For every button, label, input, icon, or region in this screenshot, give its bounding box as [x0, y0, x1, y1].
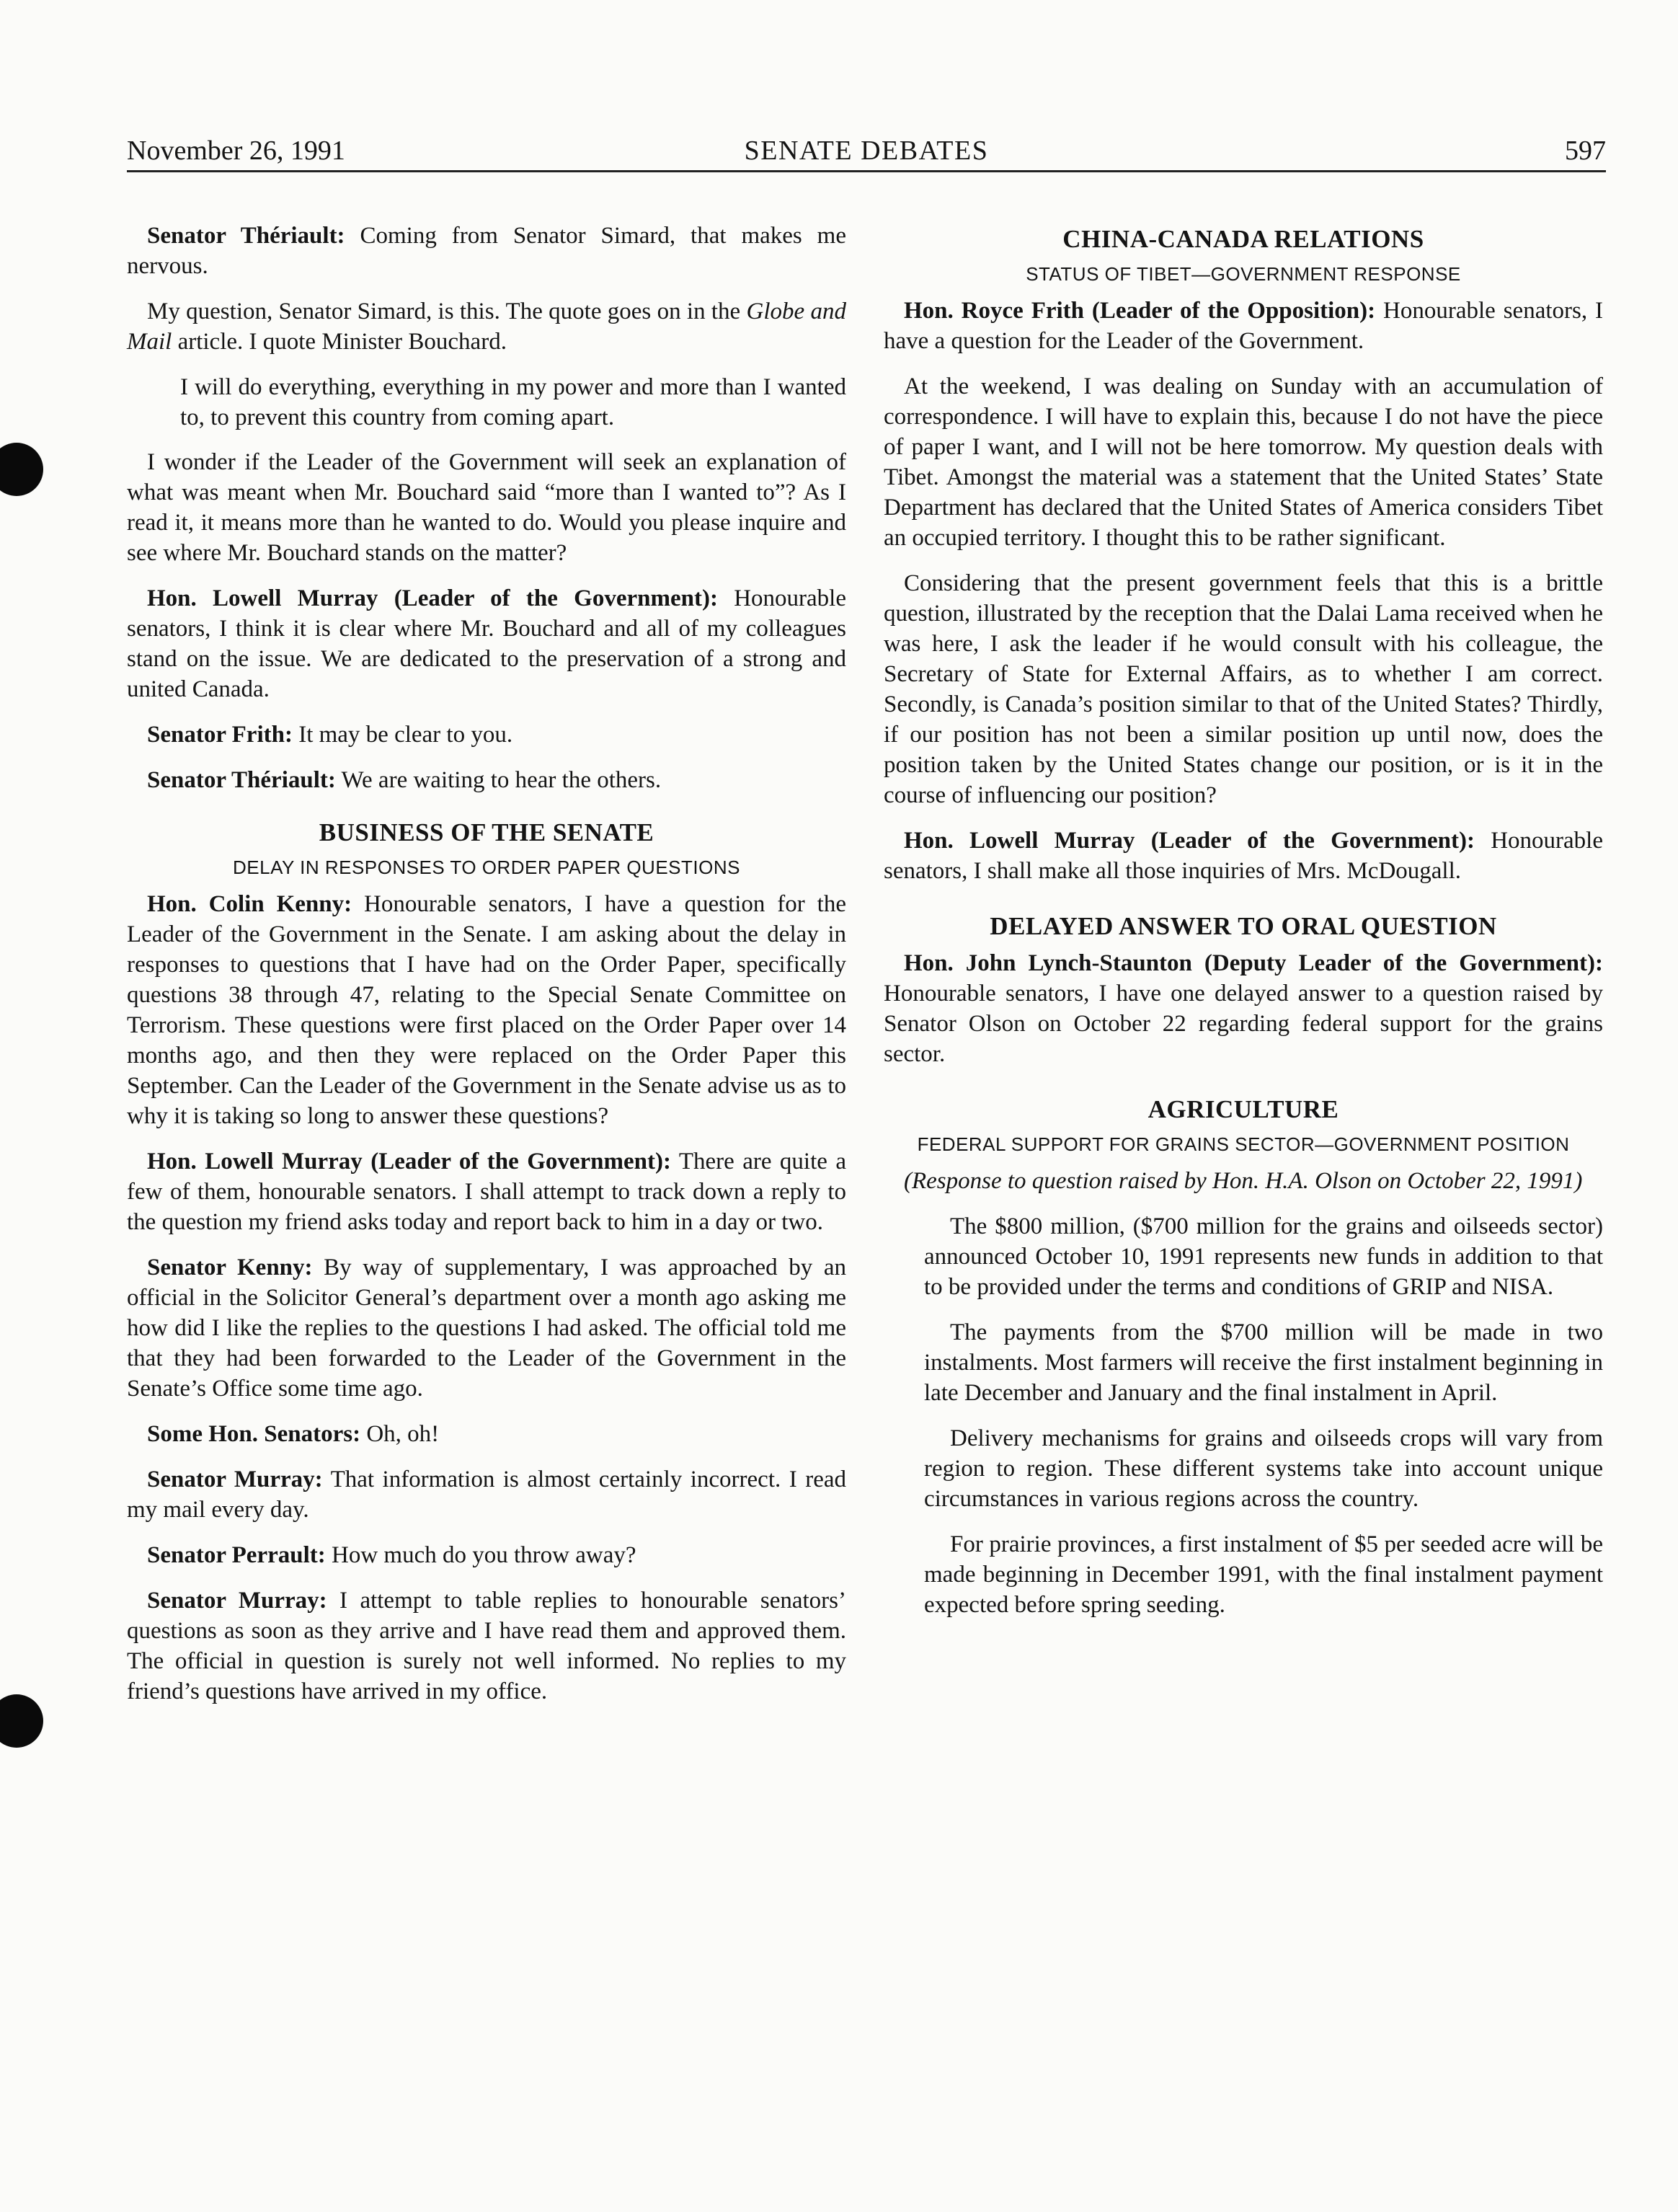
speaker-name: Some Hon. Senators:: [147, 1421, 361, 1447]
speaker-name: Senator Murray:: [147, 1466, 323, 1492]
speaker-name: Senator Thériault:: [147, 223, 345, 249]
paragraph: Hon. Royce Frith (Leader of the Opposition): Honourable senators, I have a question for the Leader of the Government.: [884, 298, 1603, 354]
speaker-name: Senator Murray:: [147, 1588, 327, 1614]
header-date: November 26, 1991: [127, 136, 345, 166]
speaker-name: Senator Kenny:: [147, 1255, 313, 1280]
paragraph: At the weekend, I was dealing on Sunday with an accumulation of correspondence. I will have to explain this, because I do not have the piece of paper I want, and I will not be here tomorrow. My question deals with Tibet. Amongst the material was a statement that the United States’ State Department has declared that the United States of America considers Tibet an occupied territory. I thought this to be rather significant.: [884, 373, 1603, 551]
punch-hole-top: [0, 443, 43, 496]
paragraph: Some Hon. Senators: Oh, oh!: [147, 1421, 440, 1447]
punch-hole-bottom: [0, 1694, 43, 1748]
paragraph: Delivery mechanisms for grains and oilseeds crops will vary from region to region. These different systems take into account unique circumstances in various regions across the country.: [924, 1425, 1603, 1512]
paragraph: Considering that the present government feels that this is a brittle question, illustrated by the reception that the Dalai Lama received when he was here, I ask the leader if he would consult with his colleague, the Secretary of State for External Affairs, as to whether I am correct. Secondly, is Canada’s position similar to that of the United States? Thirdly, if our position has not been a similar position up until now, does the position taken by the United States change our position, or is it in the course of influencing our position?: [884, 570, 1603, 808]
paragraph: Hon. Lowell Murray (Leader of the Government): There are quite a few of them, honourable senators. I shall attempt to track down a reply to the question my friend asks today and report back to him in a day or two.: [127, 1149, 846, 1235]
paragraph: Senator Murray: That information is almost certainly incorrect. I read my mail every day.: [127, 1466, 846, 1523]
section-subheading: STATUS OF TIBET—GOVERNMENT RESPONSE: [1026, 263, 1461, 285]
speaker-name: Hon. John Lynch-Staunton (Deputy Leader of the Government):: [904, 950, 1603, 976]
paragraph: Hon. John Lynch-Staunton (Deputy Leader of the Government): Honourable senators, I have one delayed answer to a question raised by Senator Olson on October 22 regarding federal support for the grains sector.: [884, 950, 1603, 1067]
response-note: (Response to question raised by Hon. H.A. Olson on October 22, 1991): [904, 1168, 1583, 1194]
newspaper-title: Globe and Mail: [127, 298, 846, 355]
section-heading: CHINA-CANADA RELATIONS: [1062, 225, 1424, 253]
paragraph: For prairie provinces, a first instalment of $5 per seeded acre will be made beginning in December 1991, with the final instalment payment expected before spring seeding.: [924, 1531, 1603, 1618]
section-subheading: DELAY IN RESPONSES TO ORDER PAPER QUESTIONS: [233, 857, 740, 878]
paragraph: Senator Thériault: We are waiting to hear the others.: [147, 767, 662, 793]
section-heading: BUSINESS OF THE SENATE: [319, 818, 654, 846]
section-heading: AGRICULTURE: [1147, 1095, 1339, 1123]
speaker-name: Senator Thériault:: [147, 767, 336, 793]
left-column: [127, 221, 846, 1722]
speaker-name: Hon. Lowell Murray (Leader of the Government):: [904, 828, 1475, 854]
speaker-name: Hon. Colin Kenny:: [147, 891, 352, 917]
speaker-name: Senator Frith:: [147, 722, 293, 748]
paragraph: Senator Murray: I attempt to table replies to honourable senators’ questions as soon as they arrive and I have read them and approved them. The official in question is surely not well informed. No replies to my friend’s questions have arrived in my office.: [127, 1588, 846, 1704]
section-heading: DELAYED ANSWER TO ORAL QUESTION: [990, 912, 1497, 940]
right-column: [884, 221, 1603, 1635]
paragraph: I wonder if the Leader of the Government will seek an explanation of what was meant when Mr. Bouchard said “more than I wanted to”? As I read it, it means more than he wanted to do. Would you please inquire and see where Mr. Bouchard stands on the matter?: [127, 449, 846, 566]
paragraph: Hon. Lowell Murray (Leader of the Government): Honourable senators, I think it is clear where Mr. Bouchard and all of my colleagues stand on the issue. We are dedicated to the preservation of a strong and united Canada.: [127, 585, 846, 702]
speaker-name: Hon. Lowell Murray (Leader of the Government):: [147, 585, 718, 611]
speaker-name: Hon. Royce Frith (Leader of the Opposition):: [904, 298, 1376, 324]
speaker-name: Hon. Lowell Murray (Leader of the Government):: [147, 1149, 671, 1174]
paragraph: The payments from the $700 million will be made in two instalments. Most farmers will receive the first instalment beginning in late December and January and the final instalment in April.: [924, 1319, 1603, 1406]
paragraph: Senator Kenny: By way of supplementary, I was approached by an official in the Solicitor General’s department over a month ago asking me how did I like the replies to the questions I had asked. The official told me that they had been forwarded to the Leader of the Government in the Senate’s Office some time ago.: [127, 1255, 846, 1402]
header-title: SENATE DEBATES: [744, 136, 989, 166]
paragraph: Senator Thériault: Coming from Senator Simard, that makes me nervous.: [127, 223, 846, 279]
section-subheading: FEDERAL SUPPORT FOR GRAINS SECTOR—GOVERNMENT POSITION: [917, 1133, 1570, 1155]
speaker-name: Senator Perrault:: [147, 1542, 326, 1568]
paragraph: My question, Senator Simard, is this. The quote goes on in the Globe and Mail article. I quote Minister Bouchard.: [127, 298, 846, 355]
block-quote: I will do everything, everything in my power and more than I wanted to, to prevent this country from coming apart.: [180, 374, 846, 430]
paragraph: Senator Perrault: How much do you throw away?: [147, 1542, 636, 1568]
paragraph: Hon. Lowell Murray (Leader of the Government): Honourable senators, I shall make all those inquiries of Mrs. McDougall.: [884, 828, 1603, 884]
page-header: [127, 134, 1606, 172]
paragraph: The $800 million, ($700 million for the grains and oilseeds sector) announced October 10, 1991 represents new funds in addition to that to be provided under the terms and conditions of GRIP and NISA.: [924, 1213, 1603, 1300]
paragraph: Hon. Colin Kenny: Honourable senators, I have a question for the Leader of the Government in the Senate. I am asking about the delay in responses to questions that I have had on the Order Paper, specifically questions 38 through 47, relating to the Special Senate Committee on Terrorism. These questions were first placed on the Order Paper over 14 months ago, and then they were replaced on the Order Paper this September. Can the Leader of the Government in the Senate advise us as to why it is taking so long to answer these questions?: [127, 891, 846, 1129]
paragraph: Senator Frith: It may be clear to you.: [147, 722, 513, 748]
header-rule: [127, 170, 1606, 172]
header-page-number: 597: [1565, 136, 1606, 166]
